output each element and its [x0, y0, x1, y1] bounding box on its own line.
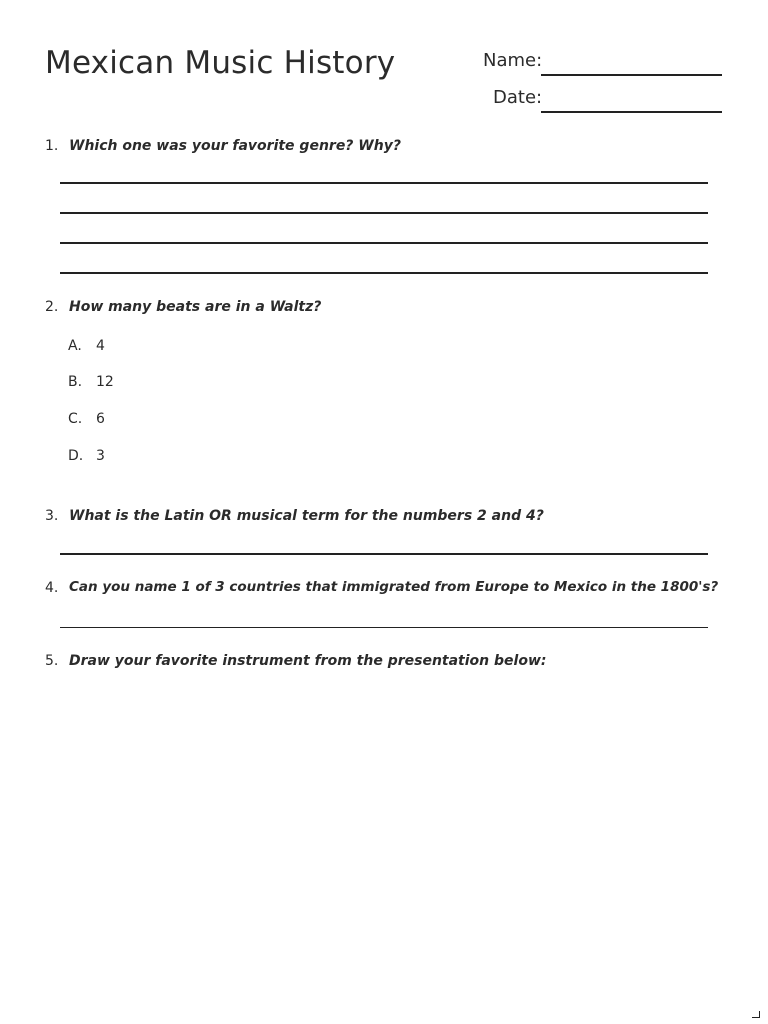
- question-5-text: Draw your favorite instrument from the presentation below:: [69, 653, 547, 669]
- question-1-number: 1.: [45, 138, 59, 154]
- option-c-value[interactable]: 6: [96, 411, 105, 427]
- question-3-number: 3.: [45, 508, 59, 524]
- drawing-area[interactable]: [45, 690, 723, 990]
- question-4-answer-line[interactable]: [60, 627, 708, 628]
- question-2-number: 2.: [45, 299, 59, 315]
- option-a-value[interactable]: 4: [96, 338, 105, 354]
- question-4-text: Can you name 1 of 3 countries that immigrated from Europe to Mexico in the 1800's?: [69, 579, 719, 595]
- date-field[interactable]: [541, 111, 722, 113]
- page-title: Mexican Music History: [45, 45, 396, 81]
- question-4-number: 4.: [45, 580, 59, 596]
- question-5-number: 5.: [45, 653, 59, 669]
- question-2-text: How many beats are in a Waltz?: [69, 299, 322, 315]
- option-b-value[interactable]: 12: [96, 374, 114, 390]
- name-label: Name:: [483, 50, 543, 71]
- option-d-value[interactable]: 3: [96, 448, 105, 464]
- question-1-answer-line-3[interactable]: [60, 242, 708, 244]
- question-1-text: Which one was your favorite genre? Why?: [69, 138, 401, 154]
- option-d-letter: D.: [68, 448, 84, 464]
- question-1-answer-line-2[interactable]: [60, 212, 708, 214]
- date-label: Date:: [493, 87, 543, 108]
- question-3-answer-line[interactable]: [60, 553, 708, 555]
- page-corner-mark: [752, 1011, 760, 1018]
- option-c-letter: C.: [68, 411, 83, 427]
- name-field[interactable]: [541, 74, 722, 76]
- option-b-letter: B.: [68, 374, 83, 390]
- question-3-text: What is the Latin OR musical term for the numbers 2 and 4?: [69, 508, 544, 524]
- option-a-letter: A.: [68, 338, 82, 354]
- question-1-answer-line-1[interactable]: [60, 182, 708, 184]
- question-1-answer-line-4[interactable]: [60, 272, 708, 274]
